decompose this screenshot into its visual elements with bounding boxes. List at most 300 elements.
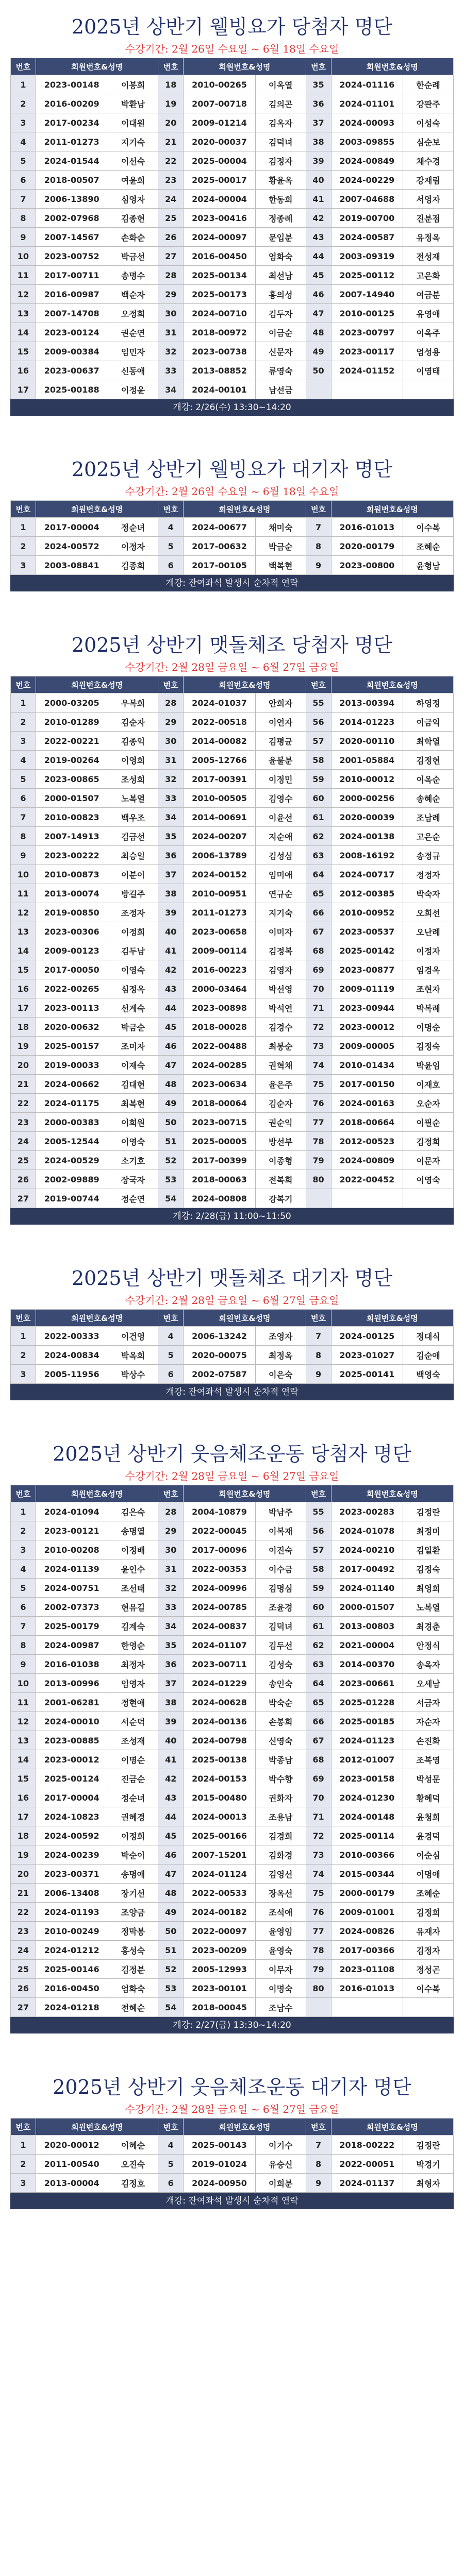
table-row: [11, 1018, 454, 1037]
member-id: 2010-00249: [36, 1922, 108, 1941]
member-id: 2010-00125: [331, 304, 403, 323]
member-id: 2016-01013: [331, 518, 403, 537]
member-id: 2010-00952: [331, 903, 403, 922]
row-number: 75: [306, 1884, 331, 1903]
member-id: 2024-01037: [184, 693, 256, 713]
row-number: 19: [11, 1845, 36, 1865]
member-id: 2017-00150: [331, 1075, 403, 1094]
table-row: [11, 209, 454, 228]
row-number: 9: [306, 2174, 331, 2193]
row-number: 19: [158, 94, 184, 113]
member-name: 송명수: [108, 266, 158, 285]
section-footer: 개강: 2/27(금) 13:30~14:20: [10, 2017, 454, 2033]
member-name: 연규순: [255, 884, 306, 903]
member-name: 유승신: [255, 2155, 306, 2174]
row-number: 30: [158, 304, 184, 323]
member-id: 2023-00800: [331, 556, 403, 575]
table-row: [11, 323, 454, 342]
header-id: 회원번호&성명: [331, 1485, 454, 1502]
member-id: 2025-00112: [331, 266, 403, 285]
row-number: 64: [306, 1674, 331, 1693]
member-id: 2023-00416: [184, 209, 256, 228]
row-number: 27: [158, 247, 184, 266]
member-name: 최정미: [403, 1521, 454, 1540]
row-number: 22: [11, 1903, 36, 1922]
member-id: 2024-01123: [331, 1731, 403, 1750]
member-id: 2024-00210: [331, 1540, 403, 1560]
member-name: 송정규: [403, 846, 454, 865]
member-name: 최정자: [108, 1655, 158, 1674]
member-name: 이영태: [403, 361, 454, 380]
member-id: 2024-01137: [331, 2174, 403, 2193]
member-name: 엄성용: [403, 342, 454, 361]
row-number: 47: [158, 1056, 184, 1075]
row-number: 31: [158, 323, 184, 342]
member-id: 2023-00012: [36, 1750, 108, 1769]
member-name: 이무자: [255, 1960, 306, 1979]
table-row: [11, 979, 454, 998]
member-id: 2014-00082: [184, 732, 256, 751]
row-number: 42: [306, 209, 331, 228]
row-number: 43: [306, 228, 331, 247]
member-id: 2024-00662: [36, 1075, 108, 1094]
member-id: 2024-00592: [36, 1826, 108, 1845]
row-number: 71: [306, 1807, 331, 1826]
row-number: 32: [158, 1579, 184, 1598]
row-number: 77: [306, 1113, 331, 1132]
member-id: 2009-00005: [331, 1037, 403, 1056]
member-name: 최경춘: [403, 1617, 454, 1636]
member-name: 권화자: [255, 1788, 306, 1807]
member-name: 이성숙: [403, 113, 454, 132]
member-id: 2017-00399: [184, 1151, 256, 1170]
member-id: 2016-00223: [184, 960, 256, 979]
row-number: 8: [306, 1346, 331, 1365]
member-name: 최복현: [108, 1094, 158, 1113]
row-number: 20: [158, 113, 184, 132]
member-id: 2013-00996: [36, 1674, 108, 1693]
row-number: 2: [11, 2155, 36, 2174]
member-id: 2023-00306: [36, 922, 108, 941]
member-name: 김계숙: [108, 1617, 158, 1636]
member-name: 권순익: [255, 1113, 306, 1132]
row-number: 4: [11, 1560, 36, 1579]
row-number: 6: [158, 2174, 184, 2193]
row-number: 34: [158, 808, 184, 827]
row-number: 68: [306, 1750, 331, 1769]
row-number: 33: [158, 789, 184, 808]
row-number: 73: [306, 1845, 331, 1865]
row-number: 69: [306, 1769, 331, 1788]
member-name: 김정자: [403, 1941, 454, 1960]
member-id: [331, 1998, 403, 2017]
member-id: 2023-00715: [184, 1113, 256, 1132]
member-id: 2019-01024: [184, 2155, 256, 2174]
member-id: 2024-00572: [36, 537, 108, 556]
header-id: 회원번호&성명: [36, 58, 158, 75]
section-gap: [0, 591, 464, 618]
header-no: 번호: [11, 501, 36, 518]
table-row: [11, 556, 454, 575]
member-id: 2010-00823: [36, 808, 108, 827]
member-id: 2005-12993: [184, 1960, 256, 1979]
member-id: 2024-00809: [331, 1151, 403, 1170]
table-row: [11, 151, 454, 171]
row-number: 58: [306, 1560, 331, 1579]
member-name: 선계숙: [108, 998, 158, 1018]
member-id: 2010-00366: [331, 1845, 403, 1865]
row-number: 50: [158, 1922, 184, 1941]
member-id: 2024-01229: [184, 1674, 256, 1693]
header-no: 번호: [306, 2119, 331, 2136]
member-id: 2012-00523: [331, 1132, 403, 1151]
row-number: 43: [158, 1788, 184, 1807]
header-no: 번호: [11, 2119, 36, 2136]
member-name: 자순자: [403, 1712, 454, 1731]
member-id: 2015-00480: [184, 1788, 256, 1807]
row-number: 76: [306, 1094, 331, 1113]
row-number: 36: [158, 846, 184, 865]
table-row: [11, 1922, 454, 1941]
member-id: 2020-00075: [184, 1346, 256, 1365]
row-number: 16: [11, 1788, 36, 1807]
member-id: 2010-01289: [36, 713, 108, 732]
table-row: [11, 132, 454, 151]
member-id: 2013-00074: [36, 884, 108, 903]
member-id: 2023-00797: [331, 323, 403, 342]
row-number: 40: [158, 1731, 184, 1750]
row-number: 29: [158, 1521, 184, 1540]
member-name: 고은순: [403, 827, 454, 846]
member-name: 이명순: [108, 1750, 158, 1769]
row-number: 9: [306, 556, 331, 575]
table-row: [11, 75, 454, 94]
row-number: 24: [11, 1132, 36, 1151]
member-name: 김의곤: [255, 94, 306, 113]
row-number: 7: [11, 808, 36, 827]
row-number: 6: [11, 789, 36, 808]
member-id: 2006-13242: [184, 1327, 256, 1346]
member-id: 2014-01223: [331, 713, 403, 732]
member-id: 2010-00951: [184, 884, 256, 903]
member-id: 2024-00798: [184, 1731, 256, 1750]
row-number: 1: [11, 1502, 36, 1521]
header-id: 회원번호&성명: [331, 1310, 454, 1327]
table-row: [11, 1903, 454, 1922]
member-id: 2019-00033: [36, 1056, 108, 1075]
member-id: 2010-00265: [184, 75, 256, 94]
row-number: 75: [306, 1075, 331, 1094]
member-name: 이기수: [255, 2136, 306, 2155]
table-row: [11, 1560, 454, 1579]
table-row: [11, 113, 454, 132]
member-name: 소기호: [108, 1151, 158, 1170]
member-id: 2013-08852: [184, 361, 256, 380]
member-id: 2018-00028: [184, 1018, 256, 1037]
member-name: 이연자: [255, 713, 306, 732]
member-id: 2024-00785: [184, 1598, 256, 1617]
member-id: 2023-00101: [184, 1979, 256, 1998]
member-id: 2024-01101: [331, 94, 403, 113]
member-name: 류영숙: [255, 361, 306, 380]
member-name: 방선부: [255, 1132, 306, 1151]
member-id: 2018-00064: [184, 1094, 256, 1113]
member-id: 2010-00505: [184, 789, 256, 808]
table-row: [11, 2174, 454, 2193]
row-number: 23: [11, 1113, 36, 1132]
table-row: [11, 998, 454, 1018]
row-number: 1: [11, 518, 36, 537]
member-name: 김금선: [108, 827, 158, 846]
row-number: 31: [158, 751, 184, 770]
header-id: 회원번호&성명: [36, 2119, 158, 2136]
table-row: [11, 1865, 454, 1884]
member-id: 2022-00452: [331, 1170, 403, 1189]
member-id: 2024-01116: [331, 75, 403, 94]
row-number: 41: [306, 190, 331, 209]
row-number: 39: [158, 903, 184, 922]
table-row: [11, 1365, 454, 1384]
member-name: 노복열: [403, 1598, 454, 1617]
row-number: 16: [11, 979, 36, 998]
member-name: 박복례: [403, 998, 454, 1018]
member-name: 이금익: [403, 713, 454, 732]
member-id: 2006-13408: [36, 1884, 108, 1903]
member-id: 2025-00146: [36, 1960, 108, 1979]
member-name: 김순애: [403, 1346, 454, 1365]
row-number: 42: [158, 1769, 184, 1788]
table-row: [11, 171, 454, 190]
member-id: 2010-00208: [36, 1540, 108, 1560]
roster-table: [10, 676, 454, 1208]
member-id: 2024-00093: [331, 113, 403, 132]
header-no: 번호: [11, 1310, 36, 1327]
member-name: 남선금: [255, 380, 306, 399]
member-id: 2024-00996: [184, 1579, 256, 1598]
row-number: 49: [158, 1094, 184, 1113]
member-id: 2022-00097: [184, 1922, 256, 1941]
row-number: 24: [11, 1941, 36, 1960]
member-name: 정순녀: [108, 518, 158, 537]
header-no: 번호: [11, 58, 36, 75]
row-number: 14: [11, 323, 36, 342]
row-number: 1: [11, 2136, 36, 2155]
header-id: 회원번호&성명: [36, 676, 158, 693]
row-number: 20: [11, 1865, 36, 1884]
member-id: 2008-16192: [331, 846, 403, 865]
row-number: 50: [306, 361, 331, 380]
member-id: 2001-06281: [36, 1693, 108, 1712]
table-row: [11, 1598, 454, 1617]
table-row: [11, 770, 454, 789]
row-number: 79: [306, 1151, 331, 1170]
member-id: 2025-00114: [331, 1826, 403, 1845]
member-id: 2024-01218: [36, 1998, 108, 2017]
table-row: [11, 827, 454, 846]
section-title: 2025년 상반기 웃음체조운동 당첨자 명단: [53, 1443, 411, 1465]
table-row: [11, 1636, 454, 1655]
member-id: 2017-00004: [36, 518, 108, 537]
row-number: 56: [306, 1521, 331, 1540]
member-id: 2009-00123: [36, 941, 108, 960]
section-subtitle: 수강기간: 2월 28일 금요일 ~ 6월 27일 금요일: [125, 1294, 339, 1307]
member-id: 2017-00391: [184, 770, 256, 789]
row-number: 39: [158, 1712, 184, 1731]
member-id: 2023-00877: [331, 960, 403, 979]
section-title: 2025년 상반기 웃음체조운동 대기자 명단: [53, 2076, 411, 2098]
member-name: 채수경: [403, 151, 454, 171]
member-id: 2007-04688: [331, 190, 403, 209]
member-id: 2024-01544: [36, 151, 108, 171]
row-number: 44: [158, 1807, 184, 1826]
member-id: 2023-00121: [36, 1521, 108, 1540]
row-number: 3: [11, 2174, 36, 2193]
roster-table: [10, 58, 454, 399]
member-name: 조미자: [108, 1037, 158, 1056]
row-number: 11: [11, 266, 36, 285]
member-id: 2007-14913: [36, 827, 108, 846]
section-footer: 개강: 잔여좌석 발생시 순차적 연락: [10, 2193, 454, 2209]
row-number: 41: [158, 941, 184, 960]
section-footer: 개강: 2/28(금) 11:00~11:50: [10, 1208, 454, 1225]
row-number: 38: [306, 132, 331, 151]
table-row: [11, 1327, 454, 1346]
member-id: 2006-13890: [36, 190, 108, 209]
member-name: 여금분: [403, 285, 454, 304]
member-id: 2023-00148: [36, 75, 108, 94]
member-id: 2024-00207: [184, 827, 256, 846]
member-name: 김성심: [255, 846, 306, 865]
member-name: 조윤경: [255, 1598, 306, 1617]
header-row: [11, 676, 454, 693]
member-name: 조석애: [255, 1903, 306, 1922]
table-row: [11, 266, 454, 285]
member-name: 안정식: [403, 1636, 454, 1655]
member-name: 조양금: [108, 1903, 158, 1922]
member-id: 2025-00157: [36, 1037, 108, 1056]
member-name: 장옥선: [255, 1884, 306, 1903]
member-name: 이필순: [403, 1113, 454, 1132]
member-name: 김영수: [255, 789, 306, 808]
member-id: 2024-01230: [331, 1788, 403, 1807]
member-name: 임민자: [108, 342, 158, 361]
member-id: 2011-01273: [36, 132, 108, 151]
member-id: 2002-09889: [36, 1170, 108, 1189]
table-row: [11, 1037, 454, 1056]
row-number: 1: [11, 693, 36, 713]
row-number: 46: [306, 285, 331, 304]
member-id: 2024-00163: [331, 1094, 403, 1113]
member-id: 2024-01152: [331, 361, 403, 380]
row-number: [306, 380, 331, 399]
member-name: 손봉희: [255, 1712, 306, 1731]
row-number: 9: [306, 1365, 331, 1384]
member-id: 2017-00711: [36, 266, 108, 285]
table-row: [11, 94, 454, 113]
member-name: 송옥자: [403, 1655, 454, 1674]
member-name: 이명숙: [255, 1979, 306, 1998]
table-row: [11, 1521, 454, 1540]
row-number: 13: [11, 304, 36, 323]
row-number: 8: [11, 1636, 36, 1655]
member-id: 2000-03464: [184, 979, 256, 998]
member-name: 엄화숙: [108, 1979, 158, 1998]
member-name: 강판주: [403, 94, 454, 113]
member-name: 장국자: [108, 1170, 158, 1189]
member-name: 김덕녀: [255, 132, 306, 151]
row-number: 60: [306, 789, 331, 808]
member-name: 정막봉: [108, 1922, 158, 1941]
section: [10, 1427, 454, 2033]
member-name: 윤경덕: [403, 1826, 454, 1845]
table-row: [11, 1075, 454, 1094]
member-id: 2017-00234: [36, 113, 108, 132]
row-number: 37: [158, 865, 184, 884]
member-name: 윤인수: [108, 1560, 158, 1579]
member-id: 2018-00063: [184, 1170, 256, 1189]
table-row: [11, 865, 454, 884]
member-id: 2022-00221: [36, 732, 108, 751]
member-id: 2025-00138: [184, 1750, 256, 1769]
row-number: 33: [158, 361, 184, 380]
member-id: 2024-00849: [331, 151, 403, 171]
member-id: 2024-01078: [331, 1521, 403, 1540]
member-name: 김화경: [255, 1845, 306, 1865]
member-id: 2017-00492: [331, 1560, 403, 1579]
member-id: 2017-00366: [331, 1941, 403, 1960]
member-name: 고은화: [403, 266, 454, 285]
row-number: 8: [11, 827, 36, 846]
member-name: 한영순: [108, 1636, 158, 1655]
member-id: 2000-00179: [331, 1884, 403, 1903]
member-name: 이희원: [108, 1113, 158, 1132]
row-number: 32: [158, 770, 184, 789]
member-name: 이종형: [255, 1151, 306, 1170]
row-number: 59: [306, 1579, 331, 1598]
section-subtitle: 수강기간: 2월 28일 금요일 ~ 6월 27일 금요일: [125, 661, 339, 673]
member-id: 2023-01027: [331, 1346, 403, 1365]
table-row: [11, 1113, 454, 1132]
row-number: 18: [158, 75, 184, 94]
member-name: 김영선: [255, 1865, 306, 1884]
table-row: [11, 846, 454, 865]
member-id: 2023-00885: [36, 1731, 108, 1750]
member-name: 김명심: [255, 1579, 306, 1598]
header-id: 회원번호&성명: [331, 501, 454, 518]
row-number: 68: [306, 941, 331, 960]
table-row: [11, 693, 454, 713]
member-name: 이금순: [255, 323, 306, 342]
member-name: 김대현: [108, 1075, 158, 1094]
table-row: [11, 713, 454, 732]
member-id: 2025-00134: [184, 266, 256, 285]
row-number: 44: [306, 247, 331, 266]
row-number: 52: [158, 1151, 184, 1170]
member-id: 2012-00385: [331, 884, 403, 903]
section: [10, 443, 454, 591]
member-id: 2022-00051: [331, 2155, 403, 2174]
header-no: 번호: [158, 2119, 184, 2136]
member-id: 2000-00256: [331, 789, 403, 808]
row-number: 10: [11, 247, 36, 266]
member-name: 조복영: [403, 1750, 454, 1769]
header-no: 번호: [158, 58, 184, 75]
row-number: 22: [158, 151, 184, 171]
table-row: [11, 361, 454, 380]
member-id: 2024-00987: [36, 1636, 108, 1655]
member-name: 백순자: [108, 285, 158, 304]
member-name: [403, 1189, 454, 1208]
